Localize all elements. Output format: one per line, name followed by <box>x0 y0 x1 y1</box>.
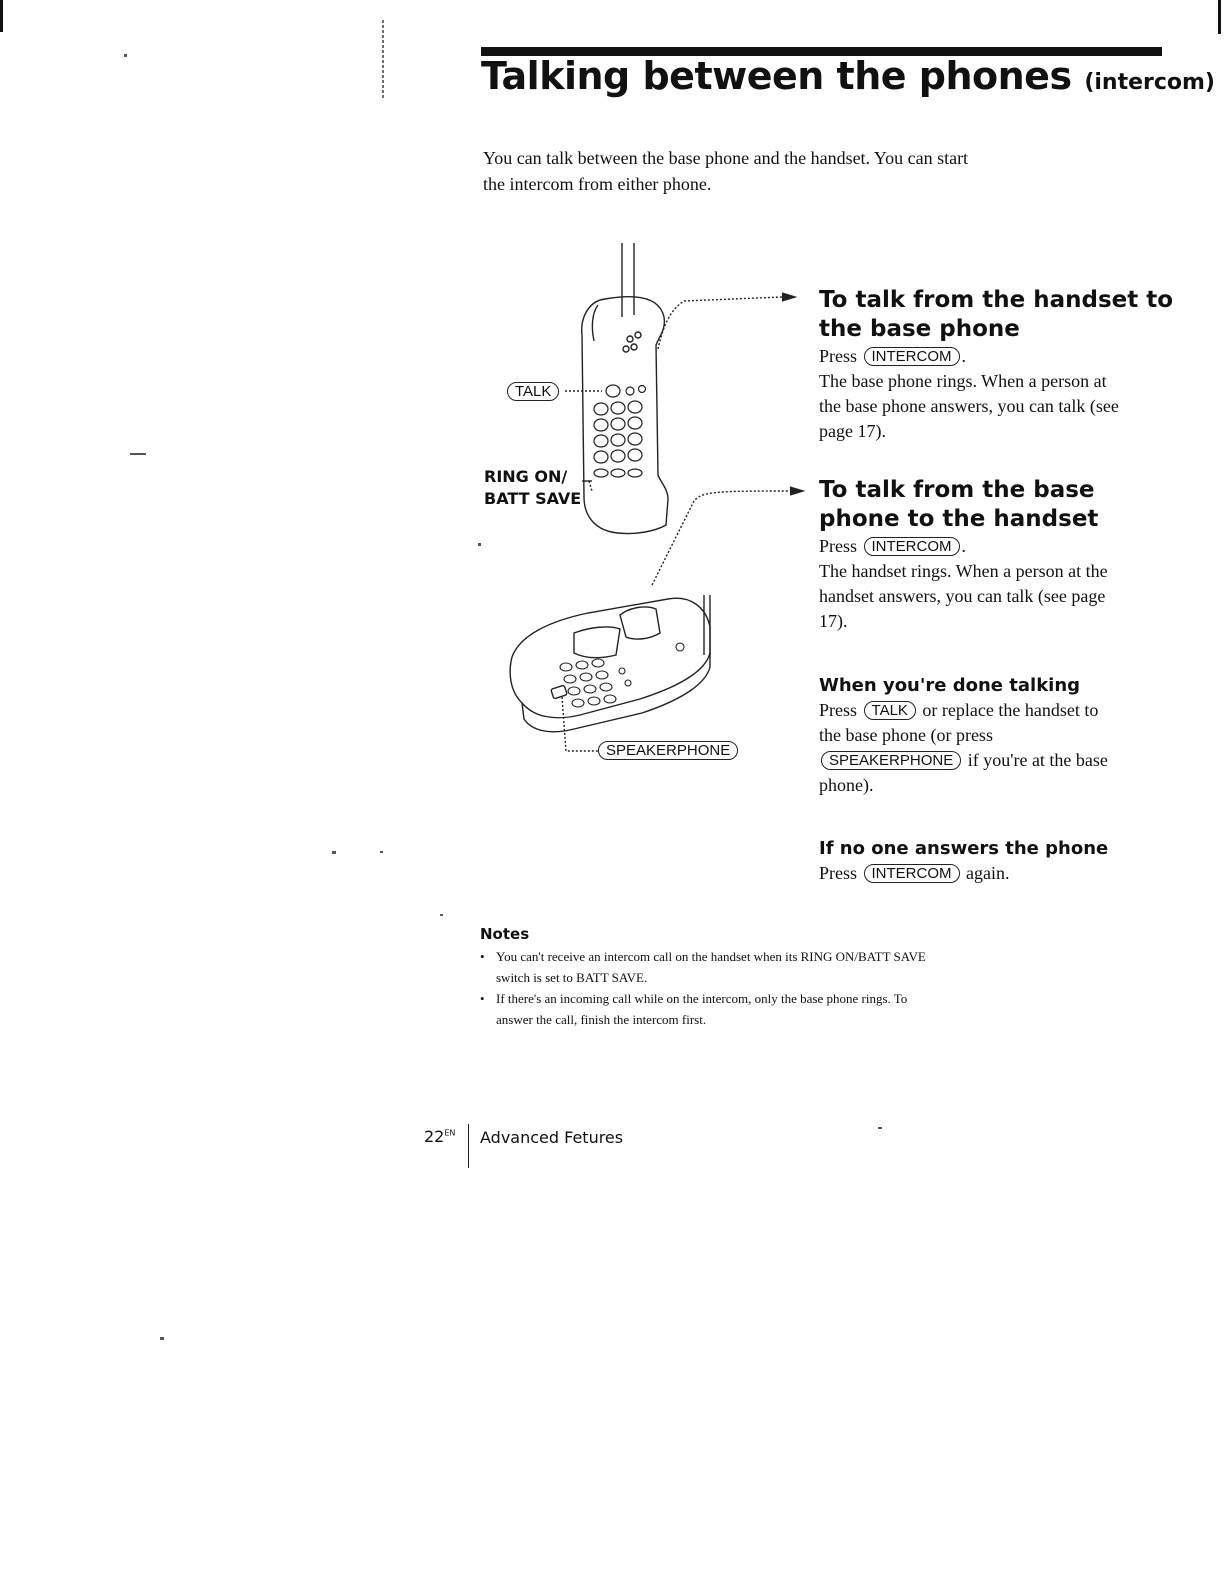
body-line <box>819 748 1108 773</box>
note-item <box>480 988 926 1030</box>
leader-line-handset <box>658 297 782 349</box>
right-edge-mark <box>1218 0 1221 34</box>
body-line: The handset rings. When a person at the <box>819 561 1108 581</box>
press-end: . <box>961 346 967 366</box>
handset-icon <box>582 297 668 534</box>
base-phone-icon <box>510 595 710 732</box>
talk-button-label <box>505 382 561 402</box>
scan-speck <box>380 851 383 853</box>
press-word: Press <box>819 863 858 883</box>
press-instruction <box>819 534 1108 559</box>
intro-line: You can talk between the base phone and the handset. You can start <box>483 148 969 168</box>
ring-label-line: BATT SAVE <box>484 489 582 508</box>
note-line <box>480 988 926 1009</box>
note-item <box>480 946 926 988</box>
section-no-answer <box>819 837 1108 886</box>
scan-speck <box>878 1127 882 1129</box>
page-title-suffix: (intercom) <box>1084 70 1215 95</box>
section-base-to-handset <box>819 476 1108 634</box>
heading-line: To talk from the handset to <box>819 287 1174 313</box>
heading-line: the base phone <box>819 316 1020 342</box>
page-number-suffix: EN <box>444 1128 456 1138</box>
section-heading <box>819 476 1108 534</box>
speakerphone-key: SPEAKERPHONE <box>598 741 738 760</box>
note-line <box>480 946 926 967</box>
press-word: Press <box>819 346 858 366</box>
press-word: Press <box>819 700 858 720</box>
speakerphone-button-label <box>596 741 740 761</box>
left-edge-mark <box>0 0 3 32</box>
note-text: If there's an incoming call while on the intercom, only the base phone rings. To <box>496 991 908 1006</box>
scan-speck <box>332 851 336 854</box>
section-body <box>819 369 1173 444</box>
scan-speck <box>124 54 127 57</box>
scan-speck <box>130 453 146 455</box>
section-heading: When you're done talking <box>819 675 1081 696</box>
heading-line: phone to the handset <box>819 506 1099 532</box>
speakerphone-key: SPEAKERPHONE <box>821 751 961 770</box>
footer-section-title: Advanced Fetures <box>480 1128 624 1147</box>
intro-paragraph <box>483 145 968 197</box>
talk-key: TALK <box>864 701 916 720</box>
section-heading: If no one answers the phone <box>819 838 1109 859</box>
page-number-value: 22 <box>424 1127 445 1146</box>
press-end: again. <box>966 863 1010 883</box>
section-handset-to-base <box>819 286 1173 444</box>
section-heading <box>819 286 1173 344</box>
press-instruction <box>819 861 1108 886</box>
talk-key: TALK <box>507 382 559 401</box>
intro-line: the intercom from either phone. <box>483 174 712 194</box>
intercom-key: INTERCOM <box>864 537 960 556</box>
bullet: • <box>480 949 485 964</box>
note-line: switch is set to BATT SAVE. <box>496 970 648 985</box>
footer-divider <box>468 1124 469 1168</box>
section-done-talking <box>819 674 1108 798</box>
intercom-key: INTERCOM <box>864 864 960 883</box>
binding-marks <box>378 18 388 100</box>
bullet: • <box>480 991 485 1006</box>
ring-label-line: RING ON/ <box>484 467 568 486</box>
body-line: The base phone rings. When a person at <box>819 371 1107 391</box>
page-title <box>481 56 1215 98</box>
heading-line: To talk from the base <box>819 477 1095 503</box>
press-instruction <box>819 344 1173 369</box>
line-text: if you're at the base <box>967 750 1108 770</box>
phone-illustration <box>470 235 810 785</box>
note-text: You can't receive an intercom call on the handset when its RING ON/BATT SAVE <box>496 949 926 964</box>
press-end: . <box>961 536 967 556</box>
leader-line-base <box>652 491 790 585</box>
scan-speck <box>160 1337 164 1340</box>
press-word: Press <box>819 536 858 556</box>
intercom-key: INTERCOM <box>864 347 960 366</box>
body-line: the base phone answers, you can talk (see <box>819 396 1119 416</box>
page-number <box>424 1127 455 1146</box>
ring-switch-label <box>484 466 581 510</box>
line-text: or replace the handset to <box>922 700 1099 720</box>
section-body <box>819 698 1108 798</box>
body-line: phone). <box>819 775 874 795</box>
body-line: handset answers, you can talk (see page <box>819 586 1106 606</box>
page-title-text: Talking between the phones <box>481 54 1072 98</box>
note-line: answer the call, finish the intercom first. <box>496 1012 707 1027</box>
body-line: 17). <box>819 611 848 631</box>
notes-heading: Notes <box>480 925 530 943</box>
body-line: page 17). <box>819 421 886 441</box>
body-line: the base phone (or press <box>819 725 993 745</box>
handset-keypad <box>594 385 646 477</box>
body-line <box>819 698 1108 723</box>
scan-speck <box>440 914 443 916</box>
notes-section <box>480 925 926 1030</box>
section-body <box>819 559 1108 634</box>
